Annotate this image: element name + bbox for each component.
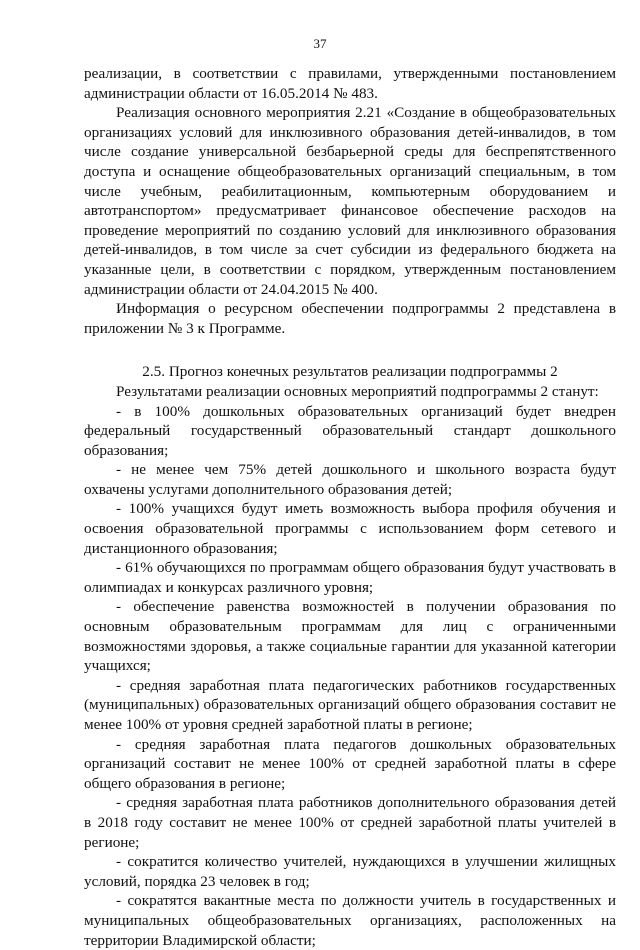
- result-item: - 100% учащихся будут иметь возможность выбора профиля обучения и освоения образовательной программы с использованием форм сетевого и дистанционного образования;: [84, 500, 616, 557]
- result-item: - средняя заработная плата педагогов дошкольных образовательных организаций составит не менее 100% от средней заработной платы в сфере общего образования в регионе;: [84, 735, 616, 792]
- paragraph-activity-2-21: Реализация основного мероприятия 2.21 «Создание в общеобразовательных организациях условий для инклюзивного образования детей-инвалидов, в том числе создание универсальной безбарьерной среды для беспрепятственного доступа и оснащение общеобразовательных организаций специальным, в том числе учебным, реабилитационным, компьютерным оборудованием и автотранспортом» предусматривает финансовое обеспечение расходов на проведение мероприятий по созданию условий для инклюзивного образования детей-инвалидов, в том числе за счет субсидии из федерального бюджета на указанные цели, в соответствии с порядком, утвержденным постановлением администрации области от 24.04.2015 № 400.: [84, 104, 616, 298]
- result-item: - 61% обучающихся по программам общего образования будут участвовать в олимпиадах и конкурсах различного уровня;: [84, 559, 616, 596]
- document-body: [84, 64, 616, 950]
- result-item: - сократится количество учителей, нуждающихся в улучшении жилищных условий, порядка 23 человек в год;: [84, 853, 616, 890]
- paragraph-continuation: реализации, в соответствии с правилами, утвержденными постановлением администрации области от 16.05.2014 № 483.: [84, 65, 616, 102]
- result-item: - обеспечение равенства возможностей в получении образования по основным образовательным программам для лиц с ограниченными возможностями здоровья, а также социальные гарантии для указанной категории учащихся;: [84, 598, 616, 675]
- section-heading: 2.5. Прогноз конечных результатов реализации подпрограммы 2: [142, 363, 558, 381]
- result-item: - сократятся вакантные места по должности учитель в государственных и муниципальных общеобразовательных организациях, расположенных на территории Владимирской области;: [84, 892, 616, 949]
- result-item: - в 100% дошкольных образовательных организаций будет внедрен федеральный государственный образовательный стандарт дошкольного образования;: [84, 402, 616, 459]
- page-number: 37: [313, 36, 327, 51]
- result-item: - средняя заработная плата педагогических работников государственных (муниципальных) образовательных организаций общего образования составит не менее 100% от уровня средней заработной платы в регионе;: [84, 676, 616, 733]
- paragraph-resource-info: Информация о ресурсном обеспечении подпрограммы 2 представлена в приложении № 3 к Программе.: [84, 300, 616, 337]
- result-item: - не менее чем 75% детей дошкольного и школьного возраста будут охвачены услугами дополнительного образования детей;: [84, 461, 616, 498]
- results-intro: Результатами реализации основных мероприятий подпрограммы 2 станут:: [116, 382, 599, 400]
- result-item: - средняя заработная плата работников дополнительного образования детей в 2018 году составит не менее 100% от средней заработной платы учителей в регионе;: [84, 794, 616, 851]
